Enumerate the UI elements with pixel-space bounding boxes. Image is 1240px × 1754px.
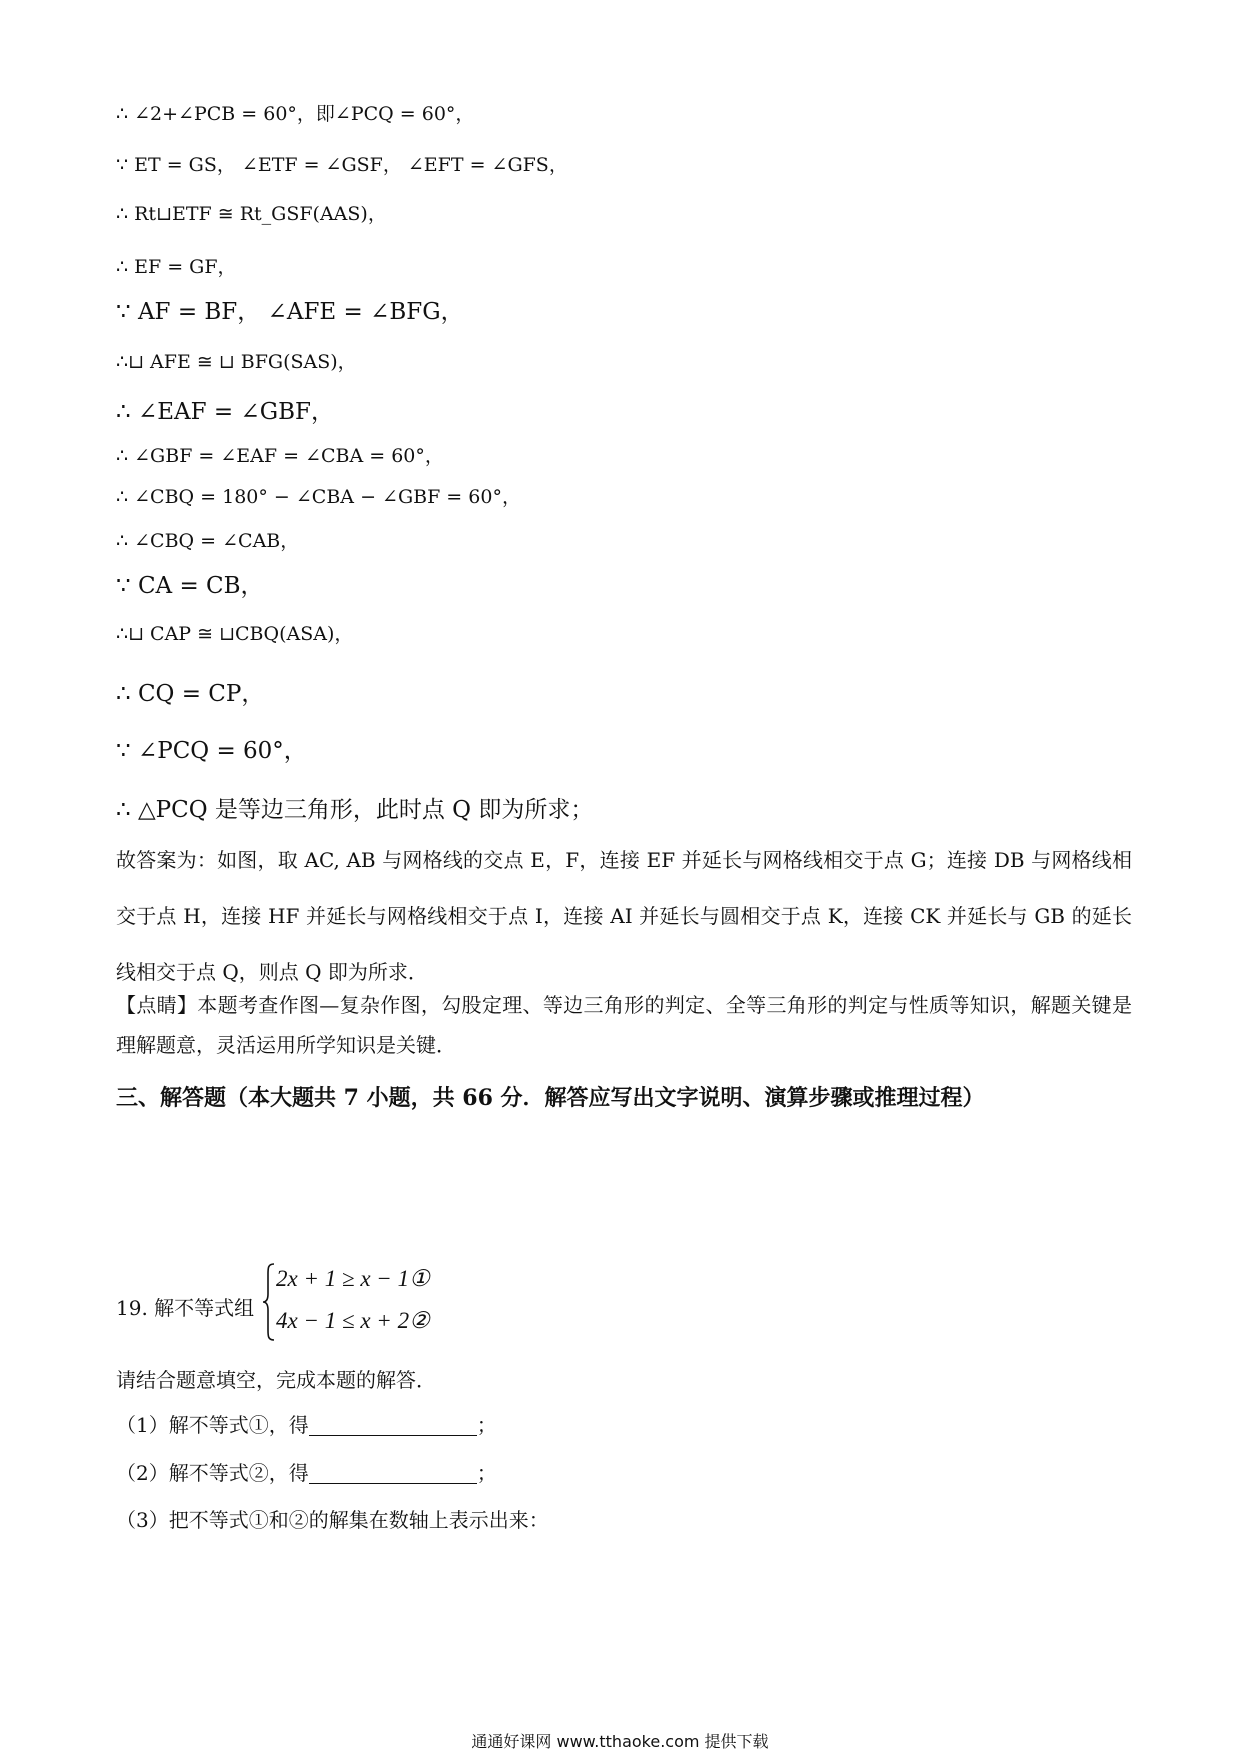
- proof-line: ∴⊔ CAP ≅ ⊔CBQ(ASA)，: [116, 623, 354, 645]
- step-1-end: ；: [476, 1413, 497, 1437]
- section-heading: 三、解答题（本大题共 7 小题，共 66 分．解答应写出文字说明、演算步骤或推理过程）: [116, 1085, 985, 1111]
- proof-line: ∴ EF = GF，: [116, 256, 237, 278]
- proof-line: ∵ AF = BF， ∠AFE = ∠BFG，: [116, 299, 464, 325]
- step-2-end: ；: [476, 1461, 497, 1485]
- step-3: （3）把不等式①和②的解集在数轴上表示出来：: [116, 1508, 549, 1532]
- proof-line: ∴ ∠CBQ = 180° − ∠CBA − ∠GBF = 60°，: [116, 486, 521, 508]
- instruction: 请结合题意填空，完成本题的解答．: [116, 1368, 436, 1392]
- question-19: [116, 1262, 516, 1352]
- proof-line: ∴ CQ = CP，: [116, 681, 265, 707]
- proof-line: ∴ ∠GBF = ∠EAF = ∠CBA = 60°，: [116, 445, 444, 467]
- proof-line: ∴ ∠2+∠PCB = 60°，即∠PCQ = 60°，: [116, 103, 475, 125]
- proof-line: ∴ ∠EAF = ∠GBF，: [116, 399, 334, 425]
- inequality-1: 2x + 1 ≥ x − 1①: [276, 1266, 430, 1291]
- proof-line: ∵ ET = GS， ∠ETF = ∠GSF， ∠EFT = ∠GFS，: [116, 154, 568, 176]
- left-brace-icon: [262, 1262, 276, 1342]
- step-1: [116, 1412, 497, 1438]
- proof-line: ∵ ∠PCQ = 60°，: [116, 738, 307, 764]
- proof-line: ∵ CA = CB，: [116, 573, 264, 599]
- answer-paragraph: 故答案为：如图，取 AC, AB 与网格线的交点 E，F，连接 EF 并延长与网格线相交于点 G；连接 DB 与网格线相交于点 H，连接 HF 并延长与网格线相交于点 I，连接 AI 并延长与圆相交于点 K，连接 CK 并延长与 GB 的延长线相交于点 Q，则点 Q 即为所求．: [116, 848, 1132, 984]
- footer: 通通好课网 www.tthaoke.com 提供下载: [471, 1732, 769, 1751]
- comment-paragraph: 【点睛】本题考查作图—复杂作图，勾股定理、等边三角形的判定、全等三角形的判定与性质等知识，解题关键是理解题意，灵活运用所学知识是关键．: [116, 993, 1132, 1057]
- step-2-label: （2）解不等式②，得: [116, 1461, 309, 1485]
- proof-line: ∴⊔ AFE ≅ ⊔ BFG(SAS)，: [116, 351, 357, 373]
- proof-line: ∴ Rt⊔ETF ≅ Rt_GSF(AAS)，: [116, 203, 387, 225]
- inequality-2: 4x − 1 ≤ x + 2②: [276, 1308, 430, 1333]
- step-2: [116, 1460, 497, 1486]
- proof-line: ∴ ∠CBQ = ∠CAB，: [116, 530, 300, 552]
- step-1-label: （1）解不等式①，得: [116, 1413, 309, 1437]
- proof-line: ∴ △PCQ 是等边三角形，此时点 Q 即为所求；: [116, 797, 594, 823]
- answer-blank-1[interactable]: [309, 1415, 477, 1436]
- answer-blank-2[interactable]: [309, 1463, 477, 1484]
- question-number: 19. 解不等式组: [116, 1296, 255, 1320]
